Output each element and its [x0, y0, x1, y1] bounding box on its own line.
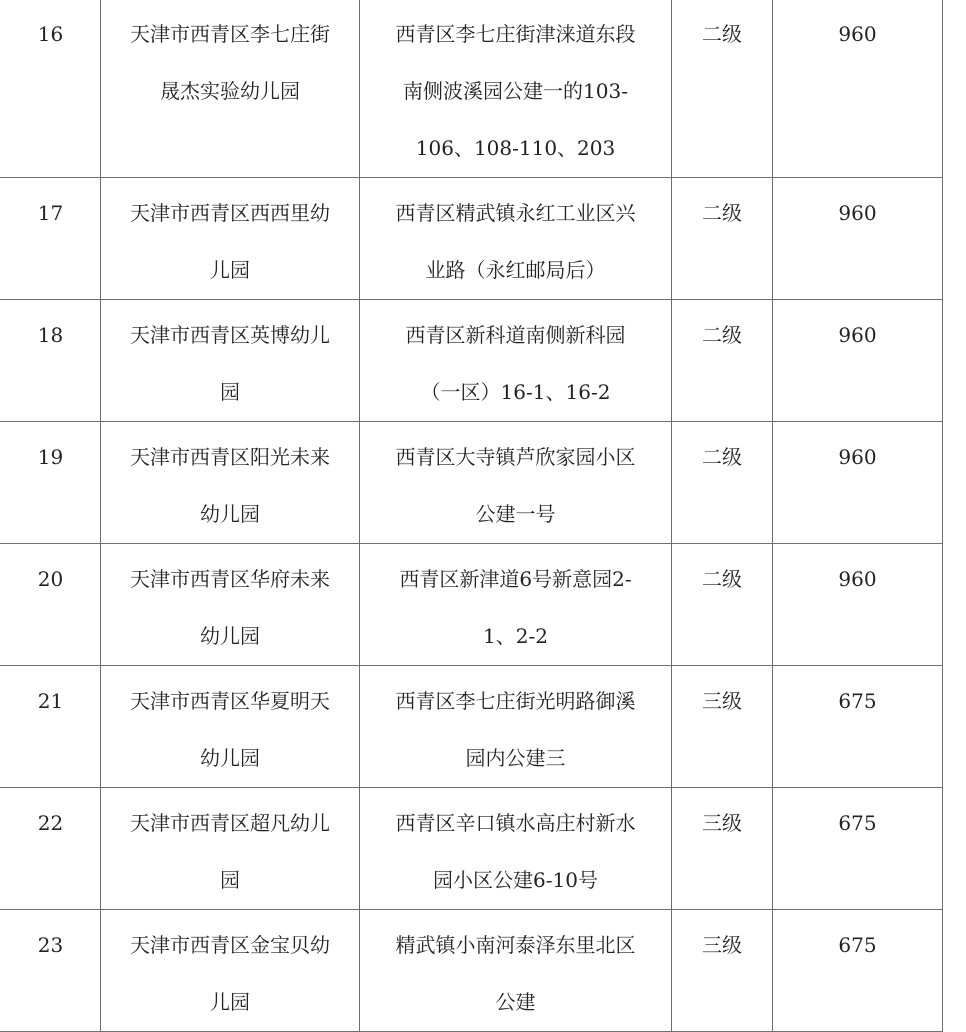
- table-row: [1, 178, 943, 300]
- cell-fee: 675: [773, 910, 943, 1032]
- cell-fee: 960: [773, 300, 943, 422]
- table-row: [1, 666, 943, 788]
- table-row: [1, 0, 943, 178]
- cell-address: 精武镇小南河泰泽东里北区 公建: [360, 910, 672, 1032]
- cell-level: 三级: [672, 910, 773, 1032]
- cell-kindergarten-name: 天津市西青区华府未来 幼儿园: [101, 544, 360, 666]
- cell-level: 二级: [672, 544, 773, 666]
- cell-address: 西青区李七庄街光明路御溪 园内公建三: [360, 666, 672, 788]
- cell-number: 19: [1, 422, 101, 544]
- cell-number: 21: [1, 666, 101, 788]
- cell-number: 18: [1, 300, 101, 422]
- cell-number: 23: [1, 910, 101, 1032]
- cell-level: 二级: [672, 422, 773, 544]
- table-row: [1, 910, 943, 1032]
- cell-number: 16: [1, 0, 101, 178]
- cell-fee: 960: [773, 422, 943, 544]
- cell-address: 西青区新津道6号新意园2- 1、2-2: [360, 544, 672, 666]
- cell-kindergarten-name: 天津市西青区李七庄街 晟杰实验幼儿园: [101, 0, 360, 178]
- cell-fee: 960: [773, 0, 943, 178]
- cell-kindergarten-name: 天津市西青区英博幼儿 园: [101, 300, 360, 422]
- table-row: [1, 544, 943, 666]
- cell-kindergarten-name: 天津市西青区阳光未来 幼儿园: [101, 422, 360, 544]
- cell-level: 二级: [672, 0, 773, 178]
- cell-number: 20: [1, 544, 101, 666]
- cell-fee: 675: [773, 666, 943, 788]
- cell-level: 三级: [672, 666, 773, 788]
- cell-fee: 960: [773, 178, 943, 300]
- cell-address: 西青区李七庄街津涞道东段 南侧波溪园公建一的103- 106、108-110、203: [360, 0, 672, 178]
- cell-kindergarten-name: 天津市西青区华夏明天 幼儿园: [101, 666, 360, 788]
- table-row: [1, 422, 943, 544]
- cell-level: 二级: [672, 178, 773, 300]
- table-body: [1, 0, 943, 1032]
- cell-address: 西青区大寺镇芦欣家园小区 公建一号: [360, 422, 672, 544]
- table-row: [1, 300, 943, 422]
- cell-address: 西青区辛口镇水高庄村新水 园小区公建6-10号: [360, 788, 672, 910]
- cell-kindergarten-name: 天津市西青区西西里幼 儿园: [101, 178, 360, 300]
- cell-kindergarten-name: 天津市西青区超凡幼儿 园: [101, 788, 360, 910]
- cell-fee: 960: [773, 544, 943, 666]
- cell-number: 22: [1, 788, 101, 910]
- table-row: [1, 788, 943, 910]
- cell-address: 西青区精武镇永红工业区兴 业路（永红邮局后）: [360, 178, 672, 300]
- cell-fee: 675: [773, 788, 943, 910]
- cell-level: 三级: [672, 788, 773, 910]
- cell-level: 二级: [672, 300, 773, 422]
- cell-number: 17: [1, 178, 101, 300]
- cell-address: 西青区新科道南侧新科园 （一区）16-1、16-2: [360, 300, 672, 422]
- cell-kindergarten-name: 天津市西青区金宝贝幼 儿园: [101, 910, 360, 1032]
